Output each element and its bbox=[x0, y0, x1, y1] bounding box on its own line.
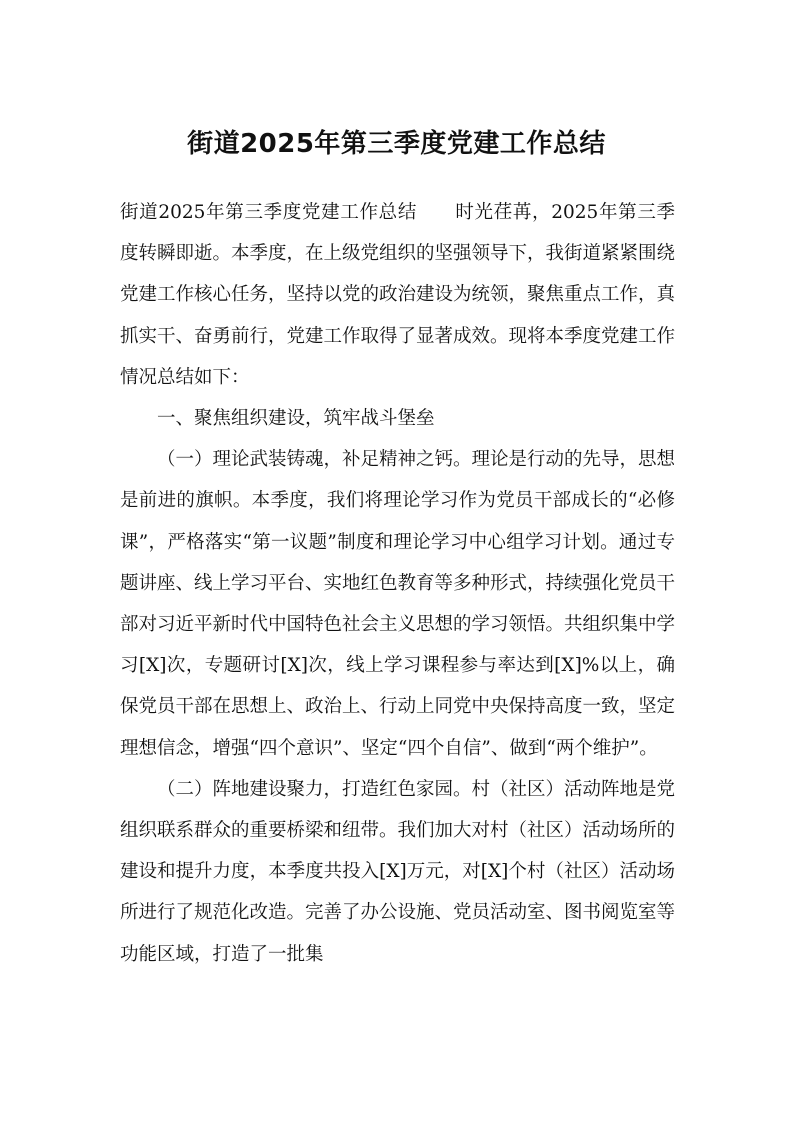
document-body bbox=[120, 192, 675, 975]
intro-paragraph: 街道2025年第三季度党建工作总结 时光荏苒，2025年第三季度转瞬即逝。本季度，在上级党组织的坚强领导下，我街道紧紧围绕党建工作核心任务，坚持以党的政治建设为统领，聚焦重点工作，真抓实干、奋勇前行，党建工作取得了显著成效。现将本季度党建工作情况总结如下： bbox=[120, 202, 676, 388]
section-heading: 一、聚焦组织建设，筑牢战斗堡垒 bbox=[157, 408, 435, 430]
document-title: 街道2025年第三季度党建工作总结 bbox=[187, 129, 606, 159]
body-paragraph-theory: （一）理论武装铸魂，补足精神之钙。理论是行动的先导，思想是前进的旗帜。本季度，我们将理论学习作为党员干部成长的“必修课”，严格落实“第一议题”制度和理论学习中心组学习计划。通过专题讲座、线上学习平台、实地红色教育等多种形式，持续强化党员干部对习近平新时代中国特色社会主义思想的学习领悟。共组织集中学习[X]次，专题研讨[X]次，线上学习课程参与率达到[X]%以上，确保党员干部在思想上、政治上、行动上同党中央保持高度一致，坚定理想信念，增强“四个意识”、坚定“四个自信”、做到“两个维护”。 bbox=[120, 449, 676, 759]
body-paragraph-position: （二）阵地建设聚力，打造红色家园。村（社区）活动阵地是党组织联系群众的重要桥梁和纽带。我们加大对村（社区）活动场所的建设和提升力度，本季度共投入[X]万元，对[X]个村（社区）活动场所进行了规范化改造。完善了办公设施、党员活动室、图书阅览室等功能区域，打造了一批集 bbox=[120, 778, 676, 965]
